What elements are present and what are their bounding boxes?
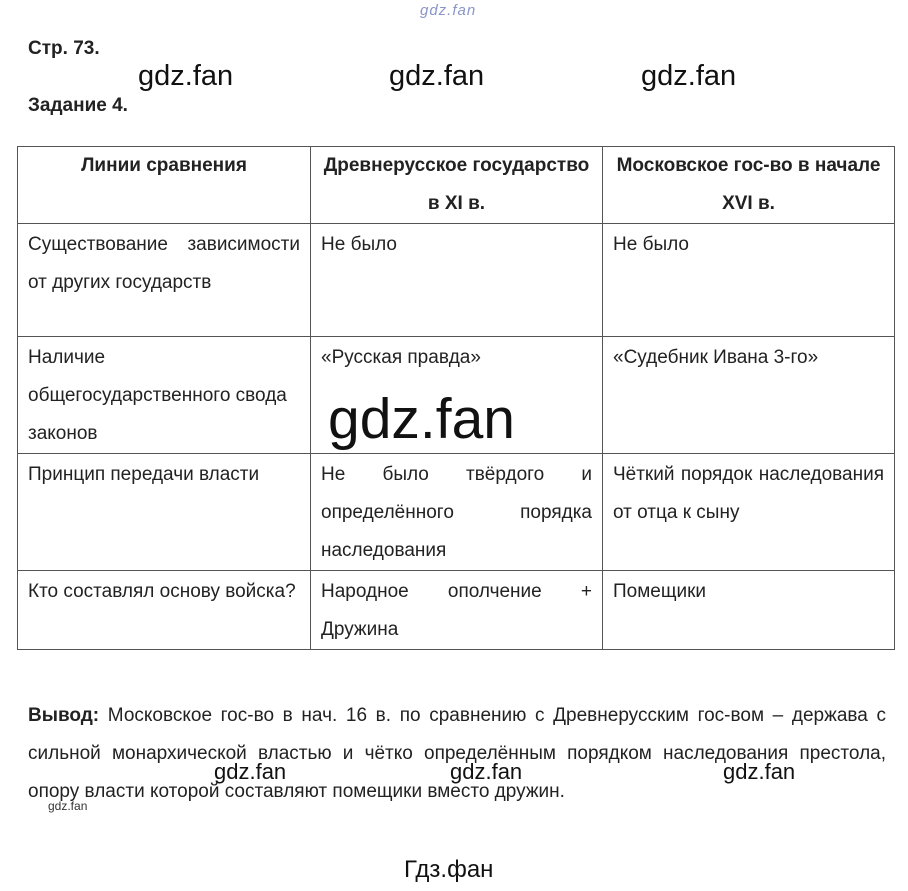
table-cell-old-rus: Народное ополчение + Дружина	[311, 571, 603, 650]
table-cell-moscow: Не было	[603, 224, 895, 337]
watermark-tiny: gdz.fan	[48, 799, 88, 813]
page-reference: Стр. 73.	[28, 38, 100, 59]
column-header: Древнерусское государство в XI в.	[311, 147, 603, 224]
table-cell-old-rus: Не было	[311, 224, 603, 337]
conclusion-text: Московское гос-во в нач. 16 в. по сравнению с Древнерусским гос-вом – держава с сильной монархической властью и чётко определённым порядком наследования престола, опору власти которой составляют помещики вместо дружин.	[28, 705, 886, 802]
table-cell-old-rus: Не было твёрдого и определённого порядка наследования	[311, 454, 603, 571]
watermark: gdz.fan	[214, 759, 287, 784]
task-title: Задание 4.	[28, 95, 128, 116]
watermark: gdz.fan	[641, 60, 737, 92]
table-row	[18, 571, 895, 650]
table-cell-line: Кто составлял основу войска?	[18, 571, 311, 650]
conclusion-paragraph	[28, 697, 886, 811]
watermark: gdz.fan	[389, 60, 485, 92]
table-cell-line: Существование зависимости от других государств	[18, 224, 311, 337]
watermark-top: gdz.fan	[420, 2, 477, 19]
table-row	[18, 224, 895, 337]
conclusion-label: Вывод:	[28, 705, 100, 726]
table-cell-line: Наличие общегосударственного свода законов	[18, 337, 311, 454]
table-row	[18, 454, 895, 571]
watermark-center: gdz.fan	[328, 387, 515, 451]
table-cell-moscow: Чёткий порядок наследования от отца к сыну	[603, 454, 895, 571]
footer-watermark: Гдз.фан	[404, 856, 494, 883]
column-header: Линии сравнения	[18, 147, 311, 224]
table-cell-moscow: Помещики	[603, 571, 895, 650]
table-cell-old-rus: «Русская правда»	[311, 337, 603, 454]
watermark: gdz.fan	[138, 60, 234, 92]
watermark: gdz.fan	[450, 759, 523, 784]
watermark: gdz.fan	[723, 759, 796, 784]
table-cell-moscow: «Судебник Ивана 3-го»	[603, 337, 895, 454]
table-cell-line: Принцип передачи власти	[18, 454, 311, 571]
table-header-row	[18, 147, 895, 224]
column-header: Московское гос-во в начале XVI в.	[603, 147, 895, 224]
